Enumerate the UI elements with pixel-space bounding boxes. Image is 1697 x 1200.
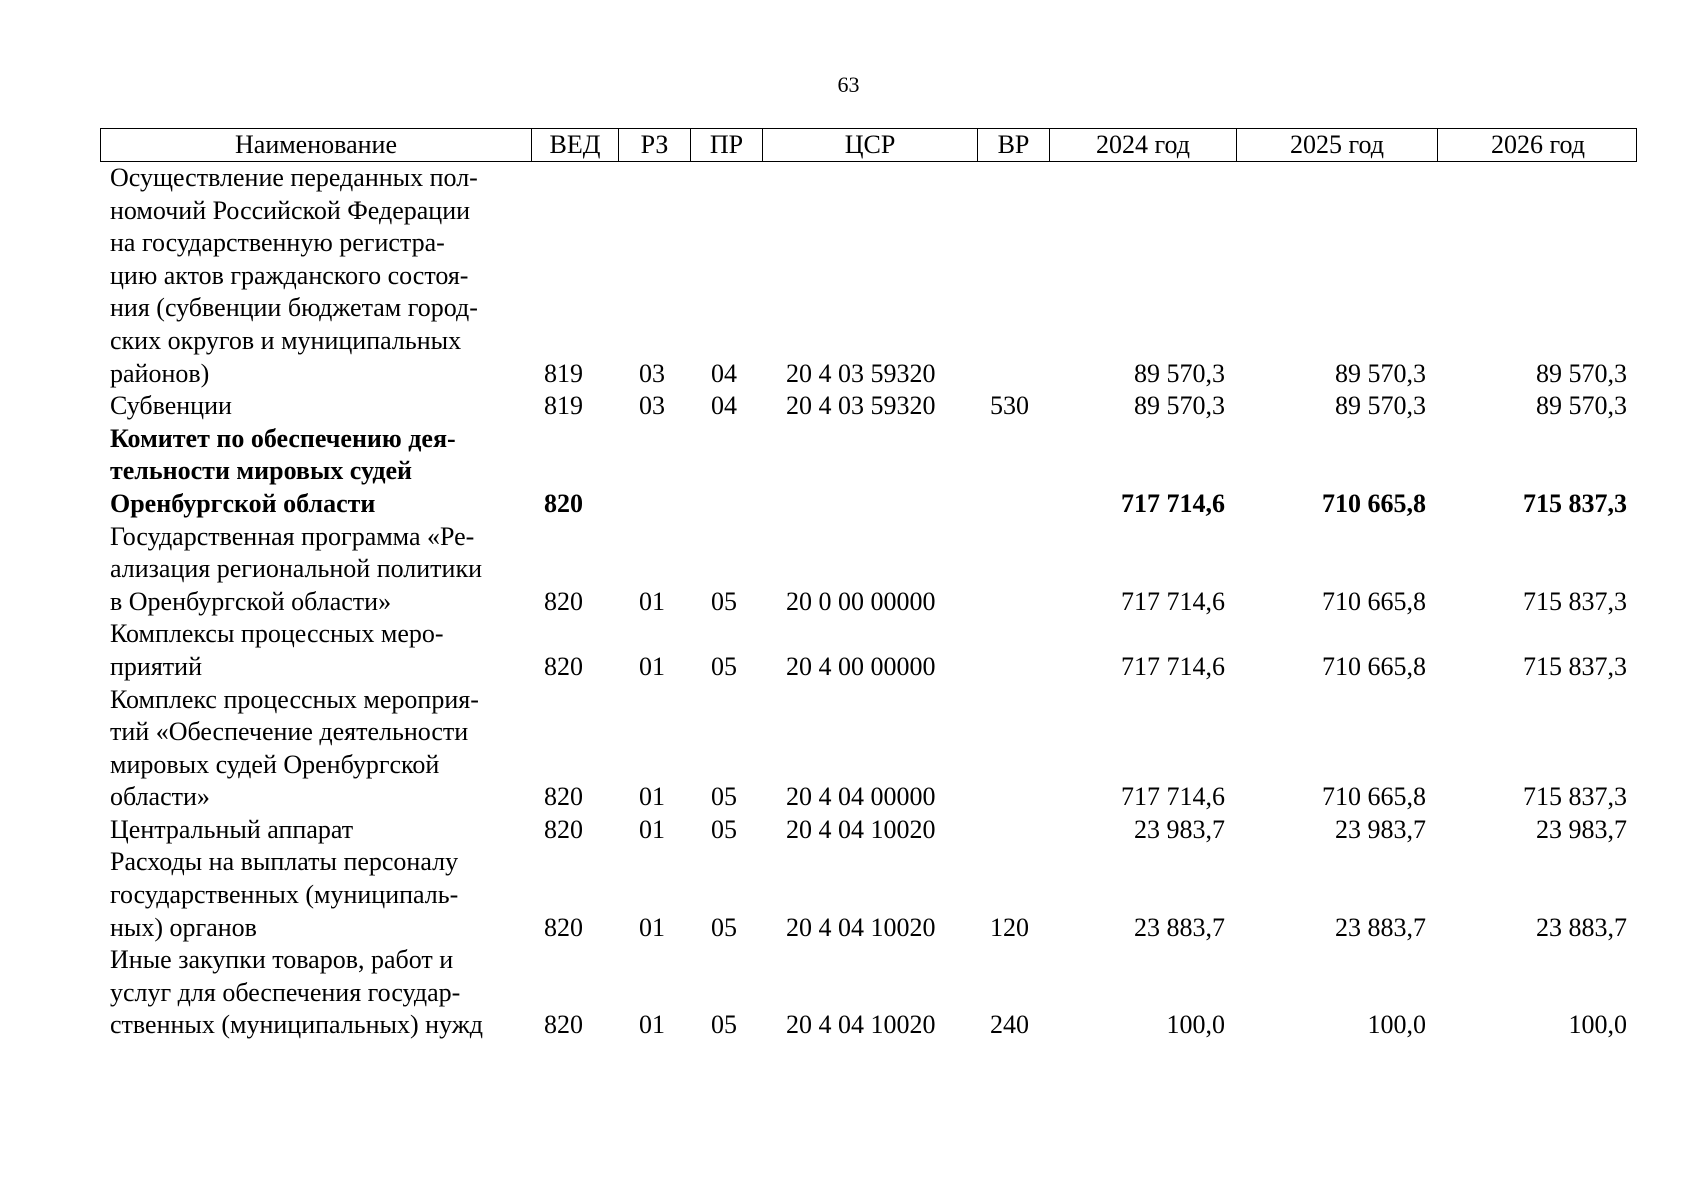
- row-ved: 820: [544, 782, 583, 812]
- header-csr: ЦСР: [762, 129, 977, 161]
- row-name-line: Комплекс процессных мероприя-: [110, 684, 479, 714]
- row-name: [100, 618, 530, 683]
- row-amount-2024: 23 983,7: [1134, 814, 1225, 844]
- row-name-line: районов): [110, 358, 210, 388]
- row-amount-2026: 715 837,3: [1523, 488, 1627, 518]
- table-body: [100, 162, 1637, 1042]
- row-ved: 820: [544, 814, 583, 844]
- row-vr: 240: [990, 1010, 1029, 1040]
- row-name: [100, 423, 530, 521]
- header-2024: 2024 год: [1049, 129, 1236, 161]
- row-amount-2024: 89 570,3: [1134, 391, 1225, 421]
- row-rz: 03: [639, 358, 665, 388]
- row-name: [100, 814, 530, 847]
- row-rz: 01: [639, 1010, 665, 1040]
- header-rz: РЗ: [618, 129, 690, 161]
- row-csr: 20 4 04 10020: [786, 814, 936, 844]
- row-amount-2024: 717 714,6: [1121, 586, 1225, 616]
- row-ved: 820: [544, 912, 583, 942]
- row-name-line: Центральный аппарат: [110, 814, 354, 844]
- row-name-line: приятий: [110, 651, 202, 681]
- row-csr: 20 4 00 00000: [786, 651, 936, 681]
- row-amount-2024: 717 714,6: [1121, 651, 1225, 681]
- row-amount-2026: 23 883,7: [1536, 912, 1627, 942]
- row-amount-2025: 100,0: [1367, 1010, 1426, 1040]
- row-name-line: на государственную регистра-: [110, 228, 445, 258]
- row-amount-2024: 717 714,6: [1121, 782, 1225, 812]
- row-csr: 20 4 03 59320: [786, 391, 936, 421]
- row-rz: 01: [639, 586, 665, 616]
- row-name-line: Расходы на выплаты персоналу: [110, 847, 459, 877]
- header-pr: ПР: [690, 129, 762, 161]
- row-amount-2024: 23 883,7: [1134, 912, 1225, 942]
- row-amount-2024: 89 570,3: [1134, 358, 1225, 388]
- table-row: [100, 390, 1637, 423]
- row-amount-2025: 710 665,8: [1322, 782, 1426, 812]
- row-name-line: Субвенции: [110, 391, 232, 421]
- table-row: [100, 814, 1637, 847]
- table-row: [100, 162, 1637, 390]
- row-amount-2025: 710 665,8: [1322, 488, 1426, 518]
- row-name: [100, 684, 530, 814]
- row-amount-2025: 89 570,3: [1335, 358, 1426, 388]
- row-name-line: Комитет по обеспечению дея-: [110, 423, 456, 453]
- row-csr: 20 4 04 10020: [786, 1010, 936, 1040]
- row-pr: 05: [711, 651, 737, 681]
- row-name-line: ских округов и муниципальных: [110, 325, 462, 355]
- row-amount-2026: 89 570,3: [1536, 391, 1627, 421]
- row-name-line: тий «Обеспечение деятельности: [110, 717, 469, 747]
- row-name-line: государственных (муниципаль-: [110, 880, 459, 910]
- row-pr: 04: [711, 391, 737, 421]
- header-vr: ВР: [977, 129, 1049, 161]
- row-name-line: области»: [110, 782, 210, 812]
- row-vr: 120: [990, 912, 1029, 942]
- row-csr: 20 4 04 00000: [786, 782, 936, 812]
- header-ved: ВЕД: [531, 129, 618, 161]
- row-name-line: Осуществление переданных пол-: [110, 163, 478, 192]
- row-name: [100, 521, 530, 619]
- row-vr: 530: [990, 391, 1029, 421]
- table-row: [100, 944, 1637, 1042]
- row-ved: 819: [544, 391, 583, 421]
- row-ved: 820: [544, 651, 583, 681]
- row-csr: 20 4 03 59320: [786, 358, 936, 388]
- row-rz: 01: [639, 814, 665, 844]
- row-csr: 20 0 00 00000: [786, 586, 936, 616]
- row-name-line: цию актов гражданского состоя-: [110, 260, 469, 290]
- row-name-line: номочий Российской Федерации: [110, 195, 471, 225]
- table-row: [100, 618, 1637, 683]
- row-amount-2026: 715 837,3: [1523, 782, 1627, 812]
- row-amount-2026: 100,0: [1568, 1010, 1627, 1040]
- table-header: [100, 128, 1637, 162]
- row-amount-2025: 710 665,8: [1322, 651, 1426, 681]
- table-row: [100, 423, 1637, 521]
- row-ved: 820: [544, 586, 583, 616]
- table-row: [100, 846, 1637, 944]
- row-rz: 03: [639, 391, 665, 421]
- row-name-line: тельности мировых судей: [110, 456, 412, 486]
- row-name-line: ния (субвенции бюджетам город-: [110, 293, 478, 323]
- row-name: [100, 390, 530, 423]
- row-rz: 01: [639, 782, 665, 812]
- row-name-line: мировых судей Оренбургской: [110, 749, 440, 779]
- row-amount-2025: 89 570,3: [1335, 391, 1426, 421]
- row-name-line: ализация региональной политики: [110, 554, 482, 584]
- row-pr: 05: [711, 814, 737, 844]
- row-name-line: Комплексы процессных меро-: [110, 619, 444, 649]
- row-amount-2024: 717 714,6: [1121, 488, 1225, 518]
- row-amount-2024: 100,0: [1166, 1010, 1225, 1040]
- budget-table: [100, 128, 1637, 1042]
- row-name: [100, 162, 530, 390]
- row-ved: 820: [544, 488, 583, 518]
- row-rz: 01: [639, 912, 665, 942]
- row-name-line: Государственная программа «Ре-: [110, 521, 475, 551]
- row-amount-2025: 23 883,7: [1335, 912, 1426, 942]
- row-ved: 820: [544, 1010, 583, 1040]
- row-amount-2026: 715 837,3: [1523, 651, 1627, 681]
- row-amount-2026: 23 983,7: [1536, 814, 1627, 844]
- row-pr: 05: [711, 782, 737, 812]
- row-ved: 819: [544, 358, 583, 388]
- row-amount-2025: 23 983,7: [1335, 814, 1426, 844]
- row-csr: 20 4 04 10020: [786, 912, 936, 942]
- header-2026: 2026 год: [1437, 129, 1638, 161]
- row-name-line: услуг для обеспечения государ-: [110, 977, 461, 1007]
- header-2025: 2025 год: [1236, 129, 1437, 161]
- page-number: 63: [837, 72, 860, 97]
- row-name-line: в Оренбургской области»: [110, 586, 392, 616]
- row-amount-2026: 715 837,3: [1523, 586, 1627, 616]
- row-name-line: Иные закупки товаров, работ и: [110, 945, 454, 975]
- row-pr: 05: [711, 586, 737, 616]
- row-amount-2026: 89 570,3: [1536, 358, 1627, 388]
- row-name: [100, 944, 530, 1042]
- table-row: [100, 684, 1637, 814]
- row-name-line: ственных (муниципальных) нужд: [110, 1010, 483, 1040]
- row-pr: 05: [711, 912, 737, 942]
- row-name-line: ных) органов: [110, 912, 257, 942]
- header-name: Наименование: [235, 130, 397, 159]
- row-amount-2025: 710 665,8: [1322, 586, 1426, 616]
- row-pr: 05: [711, 1010, 737, 1040]
- row-name-line: Оренбургской области: [110, 488, 376, 518]
- table-row: [100, 521, 1637, 619]
- row-rz: 01: [639, 651, 665, 681]
- row-name: [100, 846, 530, 944]
- row-pr: 04: [711, 358, 737, 388]
